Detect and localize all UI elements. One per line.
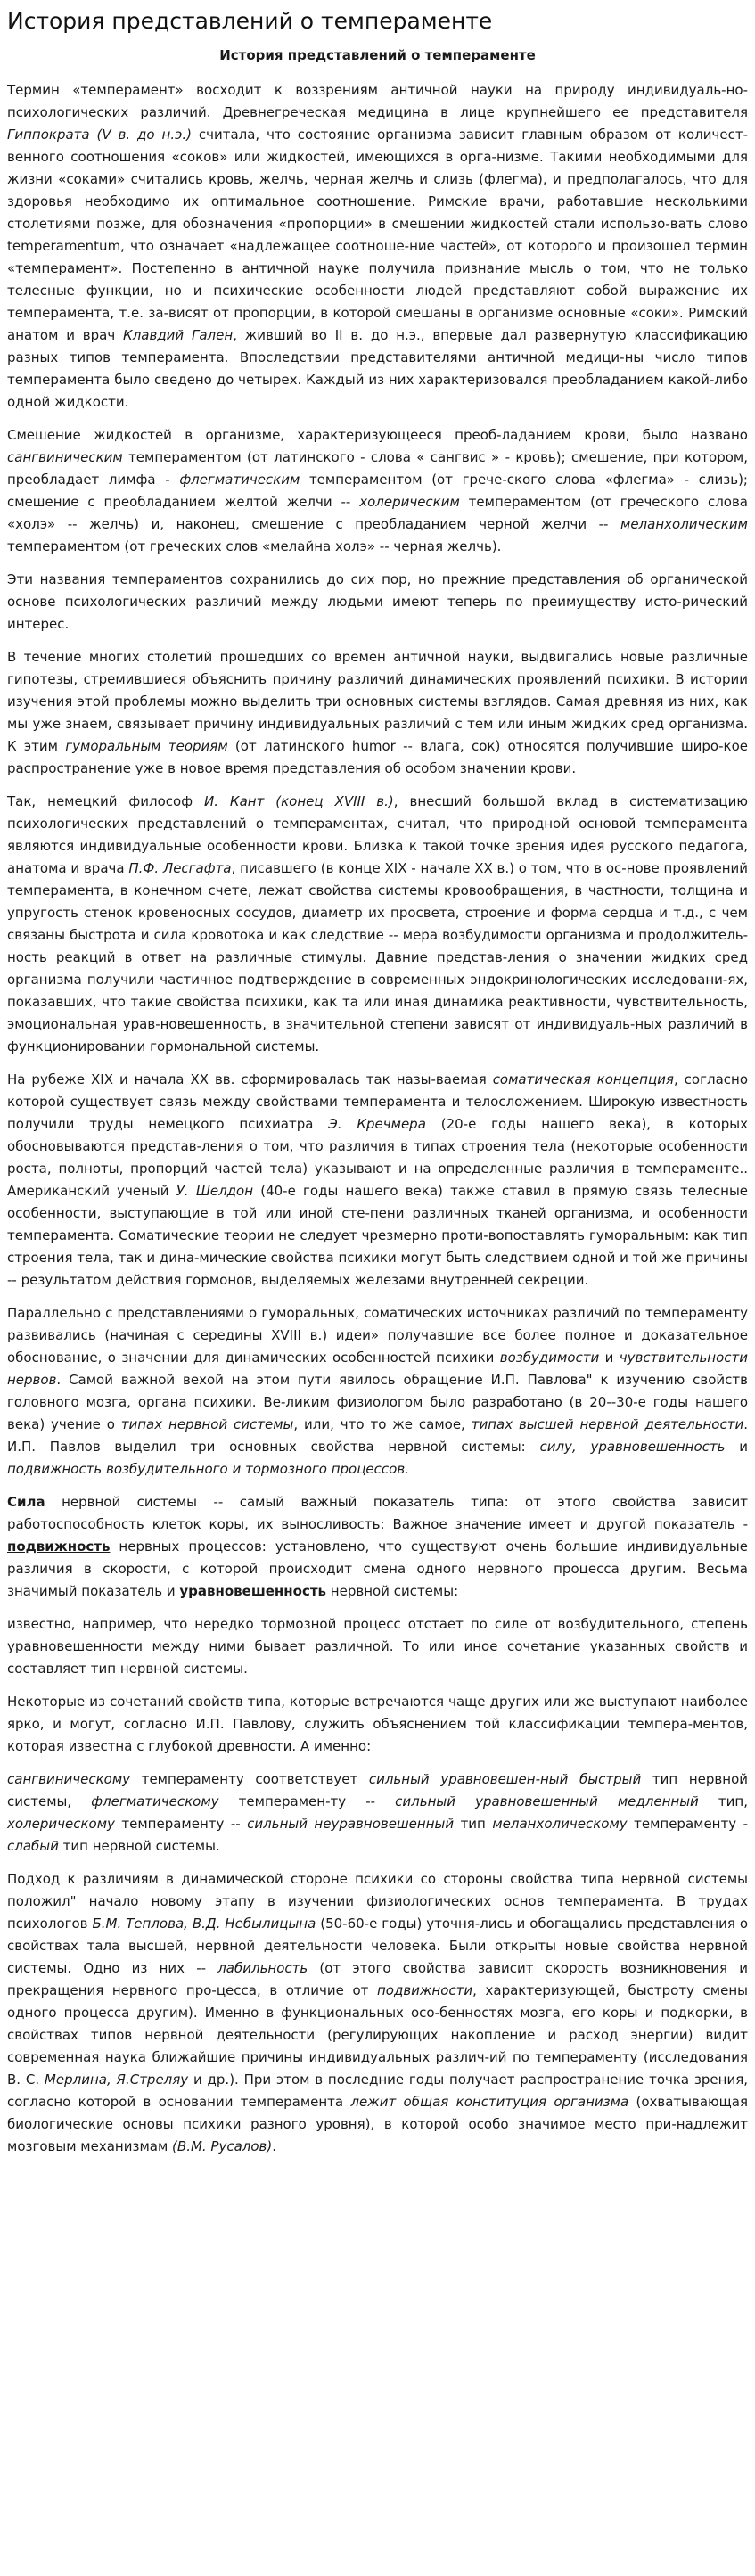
emphasized-term: меланхолическим — [620, 516, 748, 533]
emphasized-term: типах высшей нервной деятельности — [471, 1416, 744, 1433]
text-run: (охватывающая биологические основы психики разного уровня), в которой особо значимое место при-надлежит мозговым механизмам — [7, 2094, 748, 2155]
emphasized-term: сильный уравновешен-ный быстрый — [368, 1771, 642, 1788]
article-paragraph — [7, 1691, 748, 1758]
text-run: . — [272, 2138, 277, 2155]
text-run: . Самой важной вехой на этом пути явилось обращение И.П. Павлова" к изучению свойств головного мозга, органа психики. Ве-ликим физиологом было разработано (в 20--30-е годы нашего века) учение о — [7, 1372, 748, 1433]
text-run: темпераментом (от грече-ского слова «флегма» - слизь); смешение с преобладанием желтой желчи -- — [7, 472, 748, 511]
text-run: , характеризующей, быстроту смены одного процесса другим). Именно в функциональных осо-бенностях мозга, его коры и подкорки, в свойствах типов нервной деятельности (регулирующих накопление и расход энергии) видит современная наука ближайшие причины индивидуальных различ-ий по темпераменту (исследования В. С. — [7, 1982, 748, 2088]
emphasized-term: лежит общая конституция организма — [350, 2094, 629, 2111]
emphasized-term: флегматическому — [91, 1793, 219, 1810]
text-run: (от латинского humor -- влага, сок) относятся получившие широ-кое распространение уже в новое время представления об особом значении крови. — [7, 738, 748, 777]
text-run: тип нервной системы, — [7, 1771, 748, 1810]
emphasized-term: сангвиническим — [7, 449, 123, 466]
text-run: нервной системы: — [326, 1583, 459, 1600]
article-paragraph — [7, 1302, 748, 1481]
article-paragraph — [7, 1491, 748, 1603]
text-run: нервной системы -- самый важный показатель типа: от этого свойства зависит работоспособность клеток коры, их выносливость: Важное значение имеет и другой показатель - — [7, 1494, 748, 1533]
emphasized-term: уравновешенность — [179, 1583, 327, 1600]
emphasized-term: Э. Кречмера — [328, 1116, 426, 1133]
text-run: (20-е годы нашего века), в которых обосновываются представ-ления о том, что различия в типах строения тела (некоторые особенности роста, полноты, пропорций частей тела) указывают и на определенные различия в темпераменте.. Американский ученый — [7, 1116, 748, 1200]
emphasized-term: подвижность возбудительного и тормозного процессов. — [7, 1461, 409, 1478]
emphasized-term: Клавдий Гален — [123, 327, 234, 344]
article-paragraph — [7, 791, 748, 1058]
emphasized-term: (В.М. Русалов) — [172, 2138, 273, 2155]
text-run: темперамен-ту -- — [218, 1793, 396, 1810]
article-paragraph — [7, 1868, 748, 2158]
text-run: , согласно которой существует связь между свойствами темперамента и телосложением. Широкую известность получили труды немецкого психиатра — [7, 1071, 748, 1133]
text-run: , писавшего (в конце XIX - начале XX в.) о том, что в ос-нове проявлений темперамента, в конечном счете, лежат свойства системы кровообращения, в частности, толщина и упругость стенок кровеносных сосудов, диаметр их просвета, строение и форма сердца и т.д., с чем связаны быстрота и сила кровотока и как следствие -- мера возбудимости организма и продолжитель-ность реакций в ответ на различные стимулы. Давние представ-ления о значении жидких сред организма получили частичное подтверждение в современных эндокринологических исследовани-ях, показавших, что такие свойства психики, как та или иная динамика реактивности, чувствительность, эмоциональная урав-новешенность, в значительной степени зависят от индивидуаль-ных различий в функционировании гормональной системы. — [7, 860, 749, 1055]
article-paragraph — [7, 424, 748, 558]
text-run: и — [599, 1350, 620, 1366]
emphasized-term: П.Ф. Лесгафта — [128, 860, 232, 877]
text-run: темпераментом (от греческого слова «холэ» -- желчь) и, наконец, смешение с преобладанием черной желчи -- — [7, 494, 748, 533]
emphasized-term: Б.М. Теплова, В.Д. Небылицына — [92, 1916, 316, 1932]
emphasized-term: Сила — [7, 1494, 45, 1511]
emphasized-term: гуморальным теориям — [65, 738, 228, 755]
emphasized-term: подвижности — [376, 1982, 473, 1999]
emphasized-term: флегматическим — [179, 472, 300, 488]
emphasized-term: лабильность — [217, 1960, 308, 1977]
text-run: , живший во II в. до н.э., впервые дал развернутую классификацию разных типов темперамента. Впоследствии представителями античной медици-ны число типов темперамента было сведено до четырех. Каждый из них характеризовался преобладанием какой-либо одной жидкости. — [7, 327, 748, 411]
text-run: темпераменту соответствует — [130, 1771, 369, 1788]
text-run: и — [725, 1439, 748, 1456]
text-run: В течение многих столетий прошедших со времен античной науки, выдвигались новые различные гипотезы, стремившиеся объяснить причину различий динамических проявлений психики. В истории изучения этой проблемы можно выделить три основных системы взглядов. Самая древняя из них, как мы уже знаем, связывает причину индивидуальных различий с тем или иным жидких сред организма. К этим — [7, 649, 748, 755]
section-subtitle: История представлений о темпераменте — [219, 47, 536, 64]
text-run: темпераменту -- — [114, 1816, 248, 1833]
text-run: темпераментом (от греческих слов «мелайна холэ» -- черная желчь). — [7, 538, 502, 555]
text-run: темпераментом (от латинского - слова « сангвис » - кровь); смешение, при котором, преобладает лимфа - — [7, 449, 748, 488]
text-run: Смешение жидкостей в организме, характеризующееся преоб-ладанием крови, было названо — [7, 427, 748, 444]
text-run: тип, — [698, 1793, 748, 1810]
text-run: и др.). При этом в последние годы получает распространение точка зрения, согласно которой в основании темперамента — [7, 2071, 748, 2111]
text-run: (от этого свойства зависит скорость возникновения и прекращения нервного про-цесса, в отличие от — [7, 1960, 748, 1999]
emphasized-term: сильный уравновешенный медленный — [395, 1793, 699, 1810]
emphasized-term: И. Кант (конец XVIII в.) — [203, 793, 394, 810]
article-paragraph — [7, 79, 748, 414]
article-paragraph — [7, 646, 748, 780]
text-run: (50-60-е годы) уточня-лись и обогащались представления о свойствах тала высшей, нервной деятельности человека. Были открыты новые свойства нервной системы. Одно из них -- — [7, 1916, 749, 1977]
text-run: , или, что то же самое, — [293, 1416, 472, 1433]
emphasized-term: сангвиническому — [7, 1771, 131, 1788]
emphasized-term: холерическому — [7, 1816, 115, 1833]
page-title: История представлений о темпераменте — [7, 8, 493, 34]
text-run: Параллельно с представлениями о гуморальных, соматических источниках различий по темпераменту развивались (начиная с середины XVIII в.) идеи» получавшие все более полное и доказательное обоснование, о значении для динамических особенностей психики — [7, 1305, 748, 1366]
emphasized-term: У. Шелдон — [176, 1183, 254, 1200]
text-run: считала, что состояние организма зависит главным образом от количест-венного соотношения «соков» или жидкостей, имеющихся в орга-низме. Такими необходимыми для жизни «соками» считались кровь, желчь, черная желчь и слизь (флегма), и предполагалось, что для здоровья необходимо их оптимальное соотношение. Римские врачи, работавшие несколькими столетиями позже, для обозначения «пропорции» в смешении жидкостей стали использо-вать слово temperamentum, что означает «надлежащее соотноше-ние частей», от которого и произошел термин «темперамент». Постепенно в античной науке получила признание мысль о том, что не только телесные функции, но и психические особенности людей представляют собой выражение их темперамента, т.е. за-висят от пропорции, в которой смешаны в организме основные «соки». Римский анатом и врач — [7, 127, 748, 344]
article-paragraph — [7, 1069, 748, 1292]
text-run: Эти названия темпераментов сохранились до сих пор, но прежние представления об органической основе психологических различий между людьми имеют теперь по преимуществу исто-рический интерес. — [7, 571, 748, 633]
emphasized-term: возбудимости — [499, 1350, 600, 1366]
emphasized-term: силу, уравновешенность — [539, 1439, 726, 1456]
text-run: Так, немецкий философ — [7, 793, 204, 810]
text-run: , внесший большой вклад в систематизацию психологических представлений о темпераментах, считал, что природной основой темперамента являются индивидуальные особенности крови. Близка к такой точке зрения идея русского педагога, анатома и врача — [7, 793, 749, 877]
text-run: Термин «темперамент» восходит к воззрениям античной науки на природу индивидуаль-но-психологических различий. Древнегреческая медицина в лице крупнейшего ее представителя — [7, 82, 748, 121]
text-run: тип нервной системы. — [58, 1838, 220, 1855]
text-run: Подход к различиям в динамической стороне психики со стороны свойства типа нервной системы положил" начало новому этапу в изучении физиологических основ темперамента. В трудах психологов — [7, 1871, 748, 1932]
emphasized-term: слабый — [7, 1838, 59, 1855]
emphasized-term: сильный неуравновешенный — [247, 1816, 455, 1833]
emphasized-term — [7, 1538, 110, 1555]
emphasized-term: холерическим — [359, 494, 460, 511]
emphasized-term: соматическая концепция — [492, 1071, 674, 1088]
text-run: На рубеже XIX и начала XX вв. сформировалась так назы-ваемая — [7, 1071, 493, 1088]
text-run: . И.П. Павлов выделил три основных свойства нервной системы: — [7, 1416, 749, 1456]
article-paragraph — [7, 1768, 748, 1858]
emphasized-term: типах нервной системы — [120, 1416, 294, 1433]
emphasized-term: чувствительности нервов — [7, 1350, 748, 1389]
emphasized-term: меланхолическому — [492, 1816, 628, 1833]
article-paragraph — [7, 569, 748, 636]
text-run: Некоторые из сочетаний свойств типа, которые встречаются чаще других или же выступают наиболее ярко, и могут, согласно И.П. Павлову, служить объяснением той классификации темпера-ментов, которая известна с глубокой древности. А именно: — [7, 1694, 748, 1755]
text-run: известно, например, что нередко тормозной процесс отстает по силе от возбудительного, степень уравновешенности между ними бывает различной. То или иное сочетание указанных свойств и составляет тип нервной системы. — [7, 1616, 748, 1678]
article-paragraph — [7, 1613, 748, 1680]
text-run: темпераменту - — [627, 1816, 748, 1833]
article-body — [7, 79, 748, 2158]
emphasized-term: Мерлина, Я.Стреляу — [44, 2071, 189, 2088]
text-run: (40-е годы нашего века) также ставил в прямую связь телесные особенности, выступающие в той или иной сте-пени различных тканей организма, и особенности темперамента. Соматические теории не следует чрезмерно проти-вопоставлять гуморальным: как тип строения тела, так и дина-мические свойства психики могут быть следствием одной и той же причины -- результатом действия гормонов, выделяемых железами внутренней секреции. — [7, 1183, 749, 1289]
text-run: тип — [454, 1816, 493, 1833]
text-run: нервных процессов: установлено, что существуют очень большие индивидуальные различия в скорости, с которой происходит смена одного нервного процесса другим. Весьма значимый показатель и — [7, 1538, 748, 1600]
emphasized-term: подвижность — [7, 1538, 111, 1555]
emphasized-term: Гиппократа (V в. до н.э.) — [7, 127, 192, 144]
